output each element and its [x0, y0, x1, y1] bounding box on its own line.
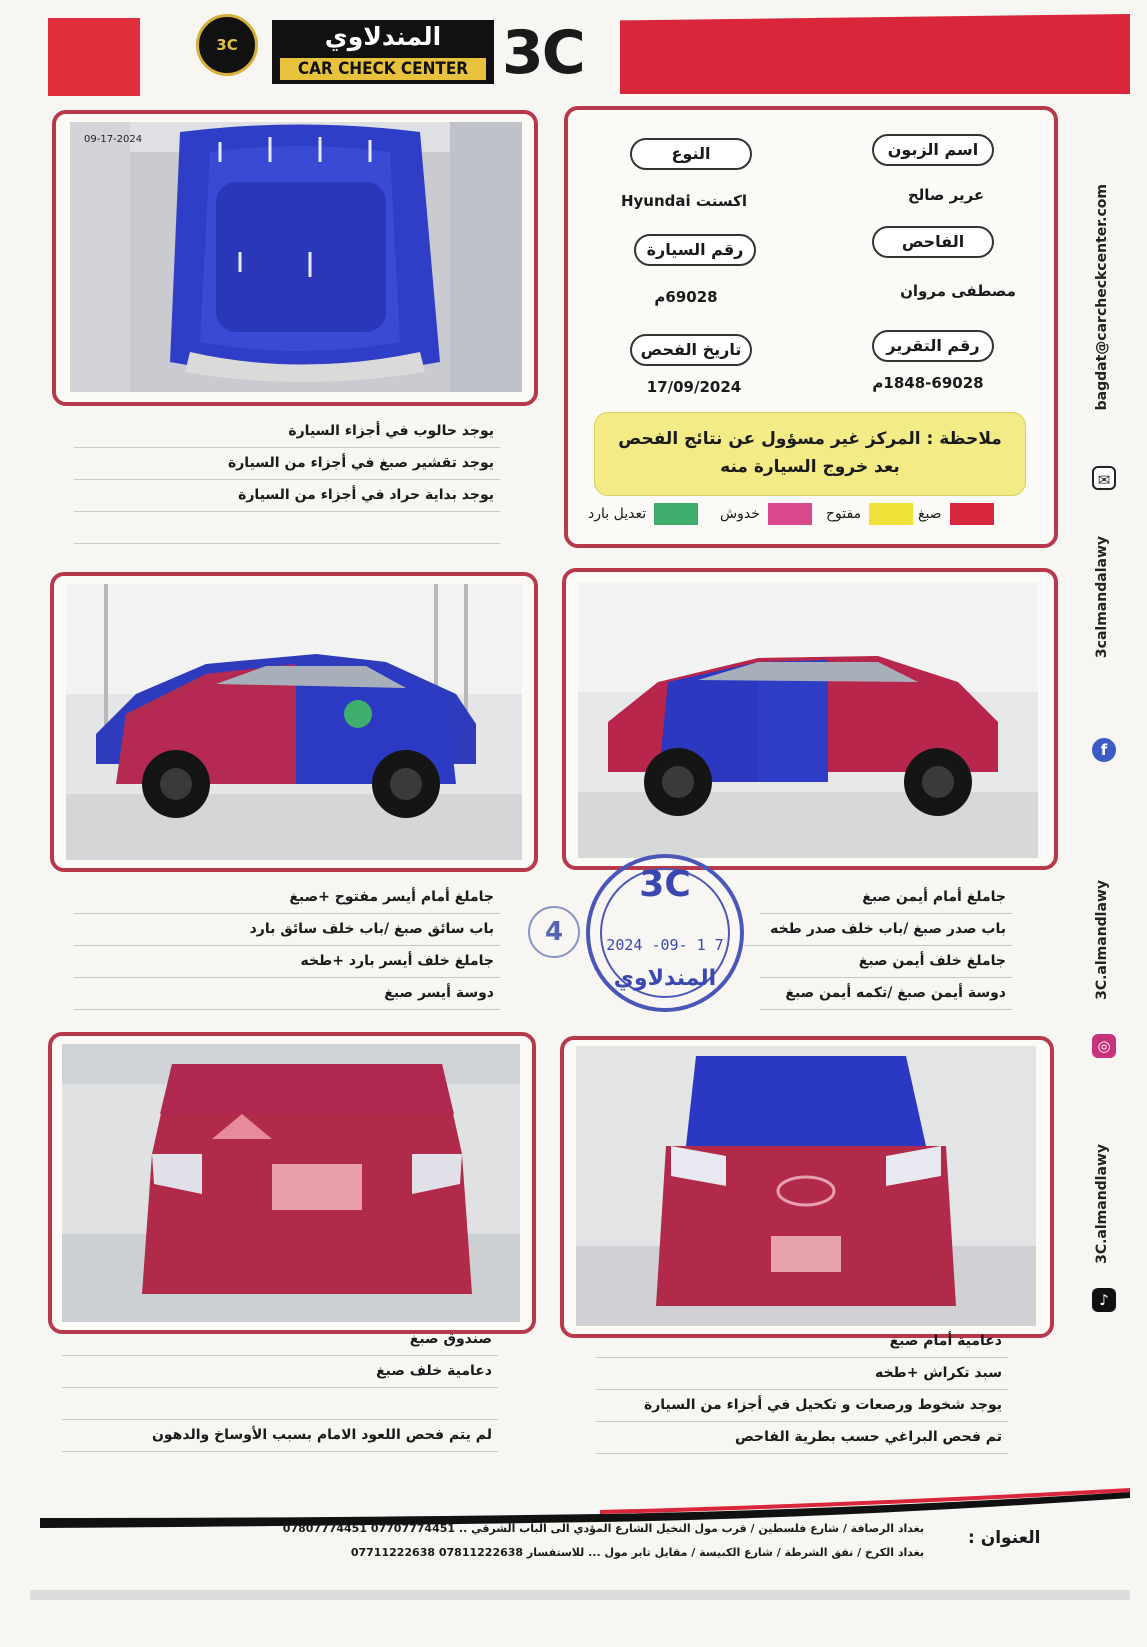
legend-scratches	[720, 502, 812, 526]
customer-label: اسم الزبون	[872, 134, 994, 166]
left-side-note-3: جاملغ خلف أيسر بارد +طخه	[74, 946, 500, 978]
legend-label-paint: صبغ	[918, 506, 942, 522]
front-note-1: دعامية أمام صبغ	[596, 1326, 1008, 1358]
legend-swatch-scratches	[768, 503, 812, 525]
legend-swatch-paint	[950, 503, 994, 525]
inspection-stamp	[586, 854, 744, 1012]
brand-logo	[272, 20, 494, 84]
type-label: النوع	[630, 138, 752, 170]
legend-label-open: مفتوح	[826, 506, 862, 522]
left-side-note-4: دوسة أيسر صبغ	[74, 978, 500, 1010]
address-line-1-phones[interactable]: 07707774451 07807774451	[282, 1522, 456, 1535]
rear-note-4: لم يتم فحص اللعود الامام بسبب الأوساخ والدهون	[62, 1420, 498, 1452]
right-side-note-4: دوسة أيمن صبغ /تكمه أيمن صبغ	[760, 978, 1012, 1010]
mini-stamp: 4	[528, 906, 580, 958]
stamp-name: المندلاوي	[613, 966, 717, 991]
car-roof-photo	[70, 122, 522, 392]
disclaimer-note	[594, 412, 1026, 496]
facebook-icon: f	[1092, 738, 1116, 762]
legend-swatch-cold-repair	[654, 503, 698, 525]
legend-swatch-open	[869, 503, 913, 525]
plate-label: رقم السيارة	[634, 234, 756, 266]
left-side-note-2: باب سائق صبغ /باب خلف سائق بارد	[74, 914, 500, 946]
address-line-2-text: بغداد الكرخ / نفق الشرطة / شارع الكبيسة / مقابل تابر مول ... للاستفسار	[526, 1546, 924, 1559]
stamp-brand: 3C	[639, 864, 691, 905]
report-number-label: رقم التقرير	[872, 330, 994, 362]
rear-note-2: دعامية خلف صبغ	[62, 1356, 498, 1388]
inspector-value: مصطفى مروان	[900, 282, 1016, 300]
inspector-label: الفاحص	[872, 226, 994, 258]
rear-note-1: صندوق صبغ	[62, 1324, 498, 1356]
car-rear-photo	[62, 1044, 520, 1322]
type-value: Hyundai اكسنت	[620, 192, 748, 210]
sidebar-facebook[interactable]: 3calmandalawy	[1094, 536, 1110, 659]
mail-icon: ✉	[1092, 466, 1116, 490]
plate-value: 69028م	[654, 288, 718, 306]
address-line-1-text: بغداد الرصافة / شارع فلسطين / قرب مول النخيل الشارع المؤدي الى الباب الشرقي ..	[458, 1522, 924, 1535]
left-side-note-1: جاملغ أمام أيسر مفتوح +صبغ	[74, 882, 500, 914]
sidebar-email[interactable]: bagdat@carcheckcenter.com	[1094, 184, 1110, 411]
instagram-icon: ◎	[1092, 1034, 1116, 1058]
front-note-4: تم فحص البراغي حسب بطرية الفاحص	[596, 1422, 1008, 1454]
inspection-date-label: تاريخ الفحص	[630, 334, 752, 366]
address-line-2	[272, 1546, 924, 1559]
legend-cold-repair	[588, 502, 698, 526]
note-line-2: بعد خروج السيارة منه	[720, 457, 900, 477]
header-red-block-right	[620, 14, 1130, 94]
legend-open	[826, 502, 913, 526]
stamp-date: 2024 -09- 1 7	[606, 936, 724, 954]
address-line-1	[272, 1522, 924, 1535]
car-front-photo	[576, 1046, 1036, 1326]
camera-timestamp: 09-17-2024	[84, 134, 143, 145]
report-number-value: 1848-69028م	[872, 374, 984, 392]
sidebar-tiktok[interactable]: 3C.almandlawy	[1094, 1144, 1110, 1264]
tiktok-icon: ♪	[1092, 1288, 1116, 1312]
address-label: العنوان :	[968, 1528, 1041, 1548]
sidebar-instagram[interactable]: 3C.almandlawy	[1094, 880, 1110, 1000]
car-left-side-photo	[66, 584, 522, 860]
right-side-note-3: جاملغ خلف أيمن صبغ	[760, 946, 1012, 978]
legend-label-cold-repair: تعديل بارد	[588, 506, 647, 522]
note-line-1: ملاحظة : المركز غير مسؤول عن نتائج الفحص	[618, 429, 1002, 449]
brand-name-arabic: المندلاوي	[324, 22, 442, 51]
brand-name-english: CAR CHECK CENTER	[280, 58, 486, 80]
footer-swoosh	[40, 1488, 1130, 1544]
address-line-2-phones[interactable]: 07811222638 07711222638	[350, 1546, 524, 1559]
rear-note-3	[62, 1388, 498, 1420]
legend-paint	[918, 502, 994, 526]
right-side-note-1: جاملغ أمام أيمن صبغ	[760, 882, 1012, 914]
front-note-2: سبد تكراش +طخه	[596, 1358, 1008, 1390]
front-note-3: يوجد شخوط ورصعات و تكحيل في أجزاء من السيارة	[596, 1390, 1008, 1422]
car-right-side-photo	[578, 582, 1038, 858]
brand-short: 3C	[502, 18, 584, 88]
roof-note-3: يوجد بداية حراد في أجزاء من السيارة	[74, 480, 500, 512]
header-red-block-left	[48, 18, 140, 96]
legend-label-scratches: خدوش	[720, 506, 760, 522]
customer-value: عرير صالح	[907, 186, 985, 204]
right-side-note-2: باب صدر صبغ /باب خلف صدر طخه	[744, 914, 1012, 946]
roof-note-4	[74, 512, 500, 544]
roof-note-2: يوجد تقشير صبغ في أجزاء من السيارة	[74, 448, 500, 480]
inspection-date-value: 17/09/2024	[646, 378, 742, 396]
brand-logo-icon: 3C	[196, 14, 258, 76]
footer-bottom-band	[30, 1590, 1130, 1600]
roof-note-1: يوجد حالوب في أجزاء السيارة	[74, 416, 500, 448]
